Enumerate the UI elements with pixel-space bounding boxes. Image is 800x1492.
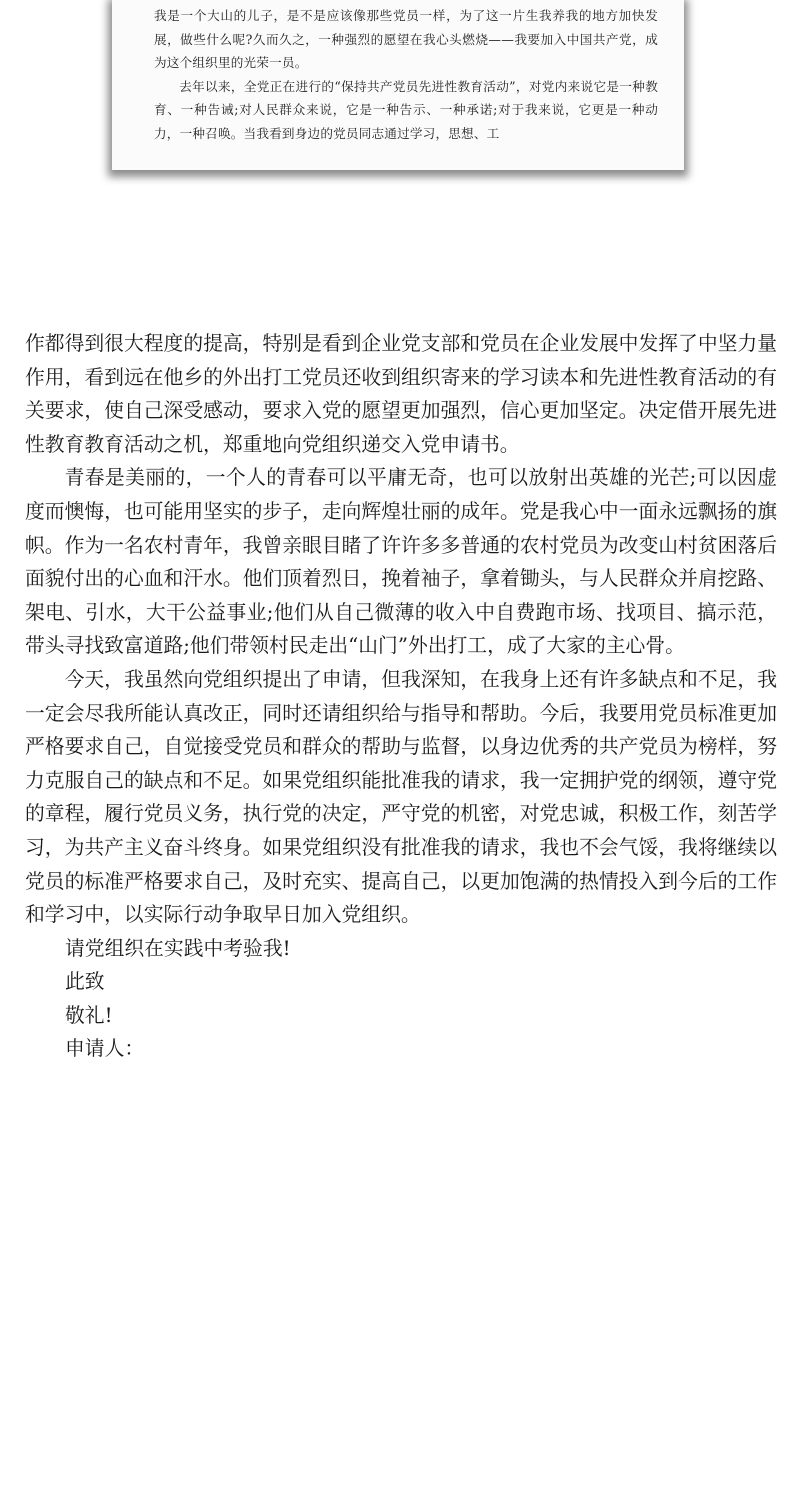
body-paragraph: 青春是美丽的，一个人的青春可以平庸无奇，也可以放射出英雄的光芒;可以因虚度而懊悔，也可能用坚实的步子，走向辉煌壮丽的成年。党是我心中一面永远飘扬的旗帜。作为一名农村青年，我曾亲眼目睹了许许多多普通的农村党员为改变山村贫困落后面貌付出的心血和汗水。他们顶着烈日，挽着袖子，拿着锄头，与人民群众并肩挖路、架电、引水，大干公益事业;他们从自己微薄的收入中自费跑市场、找项目、搞示范，带头寻找致富道路;他们带领村民走出“山门”外出打工，成了大家的主心骨。 — [25, 466, 777, 658]
applicant-signature-line: 申请人： — [65, 1037, 145, 1061]
body-paragraph: 作都得到很大程度的提高，特别是看到企业党支部和党员在企业发展中发挥了中坚力量作用，看到远在他乡的外出打工党员还收到组织寄来的学习读本和先进性教育活动的有关要求，使自己深受感动，要求入党的愿望更加强烈，信心更加坚定。决定借开展先进性教育教育活动之机，郑重地向党组织递交入党申请书。 — [25, 332, 777, 456]
top-document-card — [112, 0, 684, 170]
top-card-paragraph: 我是一个大山的儿子，是不是应该像那些党员一样，为了这一片生我养我的地方加快发展，做些什么呢?久而久之，一种强烈的愿望在我心头燃烧——我要加入中国共产党，成为这个组织里的光荣一员。 — [154, 8, 658, 70]
closing-line: 请党组织在实践中考验我! — [65, 936, 291, 960]
closing-salutation: 此致 — [65, 970, 105, 994]
top-card-paragraph: 去年以来，全党正在进行的“保持共产党员先进性教育活动”，对党内来说它是一种教育、一种告诫;对人民群众来说，它是一种告示、一种承诺;对于我来说，它更是一种动力，一种召唤。当我看到身边的党员同志通过学习，思想、工 — [154, 78, 658, 141]
closing-regards: 敬礼! — [65, 1003, 113, 1027]
letter-body — [25, 327, 777, 1066]
body-paragraph: 今天，我虽然向党组织提出了申请，但我深知，在我身上还有许多缺点和不足，我一定会尽我所能认真改正，同时还请组织给与指导和帮助。今后，我要用党员标准更加严格要求自己，自觉接受党员和群众的帮助与监督，以身边优秀的共产党员为榜样，努力克服自己的缺点和不足。如果党组织能批准我的请求，我一定拥护党的纲领，遵守党的章程，履行党员义务，执行党的决定，严守党的机密，对党忠诚，积极工作，刻苦学习，为共产主义奋斗终身。如果党组织没有批准我的请求，我也不会气馁，我将继续以党员的标准严格要求自己，及时充实、提高自己，以更加饱满的热情投入到今后的工作和学习中，以实际行动争取早日加入党组织。 — [25, 667, 777, 927]
